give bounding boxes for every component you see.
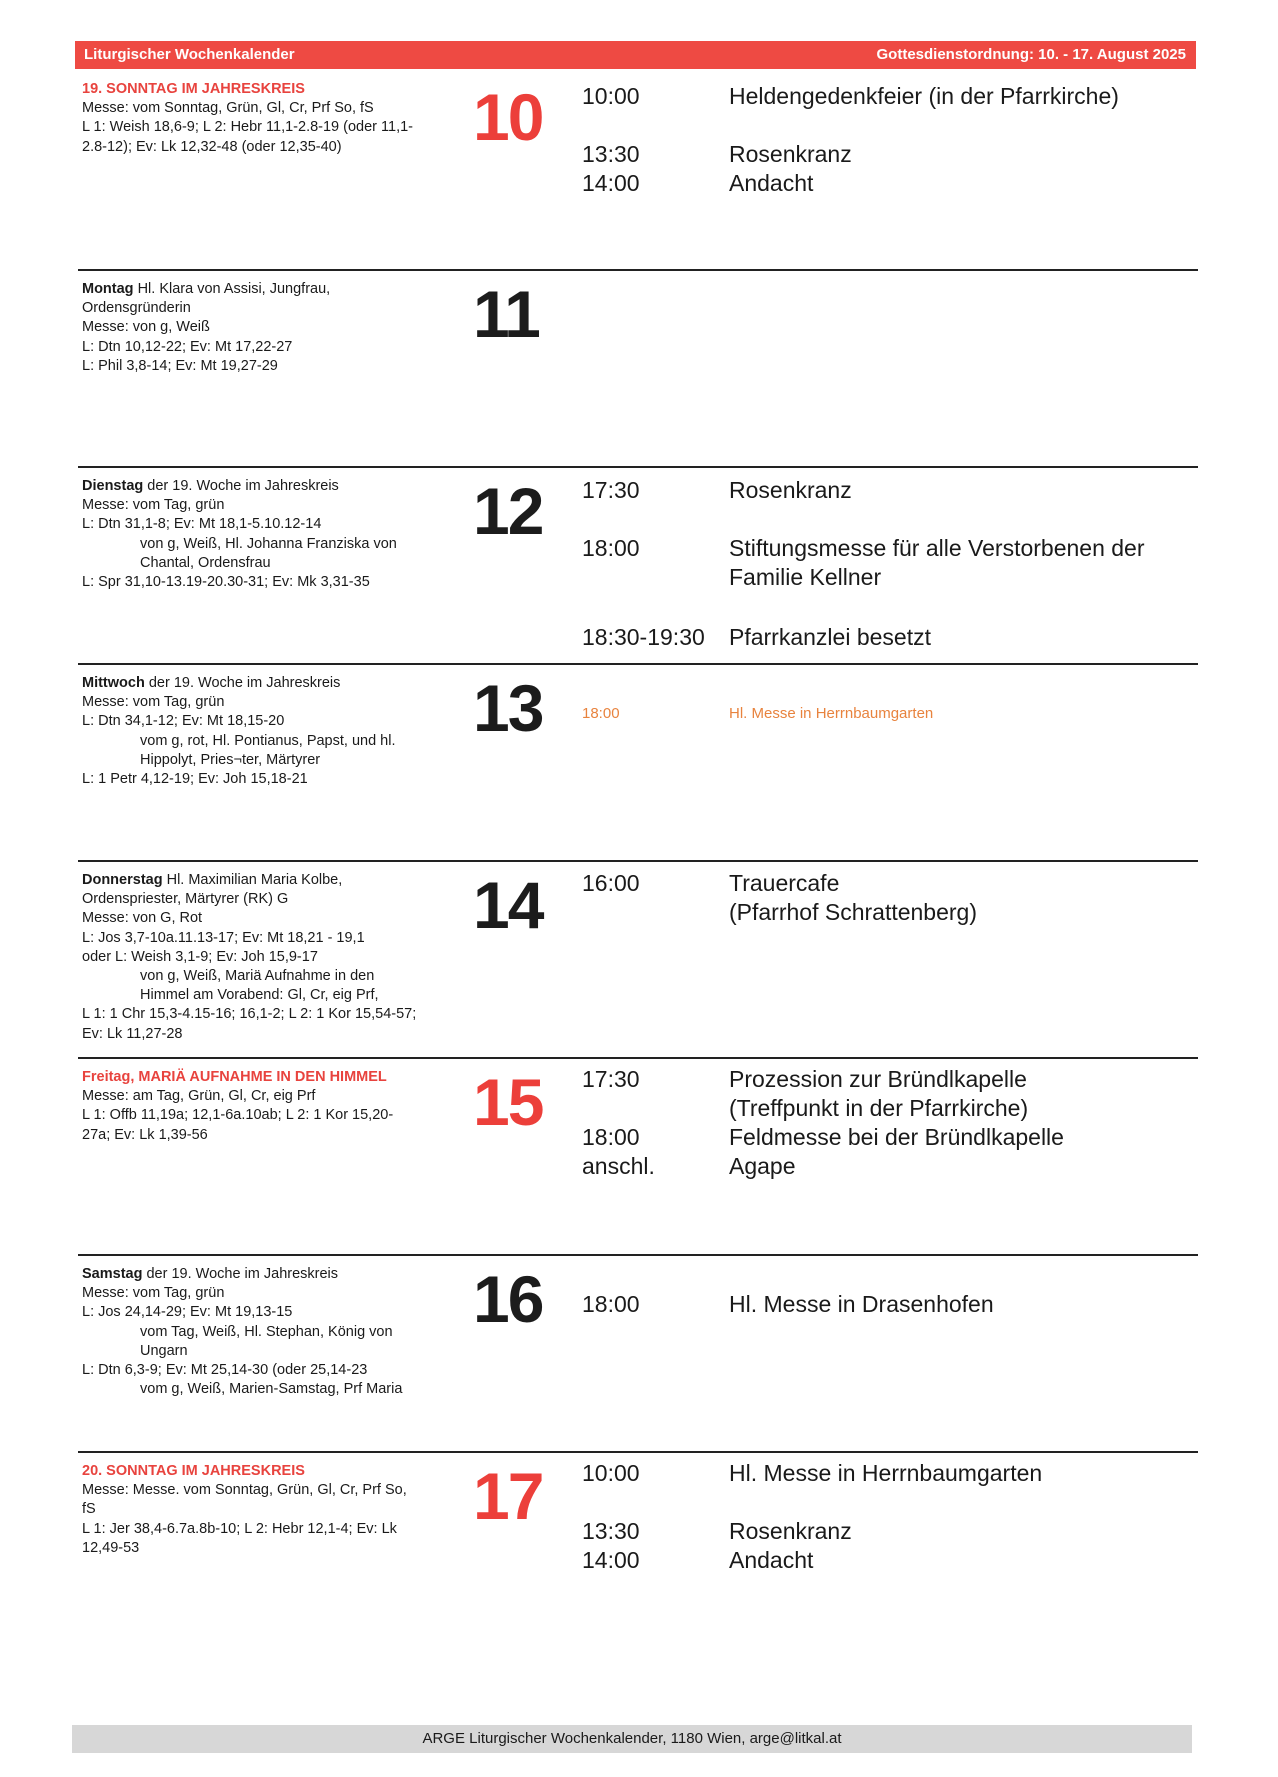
event-desc: Prozession zur Bründlkapelle bbox=[729, 1066, 1027, 1092]
day-number: 16 bbox=[473, 1262, 543, 1336]
event-desc: Pfarrkanzlei besetzt bbox=[729, 624, 931, 650]
liturgy-info bbox=[82, 1462, 482, 1558]
event-desc: Hl. Messe in Herrnbaumgarten bbox=[729, 705, 934, 722]
liturgy-info bbox=[82, 1265, 482, 1399]
liturgy-info bbox=[82, 871, 482, 1044]
liturgy-line: L: Phil 3,8-14; Ev: Mt 19,27-29 bbox=[82, 357, 278, 374]
day-divider bbox=[78, 860, 1198, 862]
liturgy-info bbox=[82, 674, 482, 789]
day-title: 19. SONNTAG IM JAHRESKREIS bbox=[82, 81, 305, 97]
event-time: 10:00 bbox=[582, 83, 640, 109]
event-desc: Andacht bbox=[729, 170, 814, 196]
weekday: Samstag bbox=[82, 1266, 143, 1282]
liturgy-line: Chantal, Ordensfrau bbox=[140, 554, 271, 571]
event-time: 14:00 bbox=[582, 170, 640, 196]
day-divider bbox=[78, 1254, 1198, 1256]
day-number: 11 bbox=[473, 277, 539, 351]
liturgy-line: vom Tag, Weiß, Hl. Stephan, König von bbox=[140, 1323, 393, 1340]
event-time: 18:30-19:30 bbox=[582, 624, 705, 650]
weekday: Donnerstag bbox=[82, 872, 163, 888]
day-feast: der 19. Woche im Jahreskreis bbox=[142, 1266, 339, 1282]
event-time: 13:30 bbox=[582, 1518, 640, 1544]
liturgy-line: L: 1 Petr 4,12-19; Ev: Joh 15,18-21 bbox=[82, 771, 308, 788]
liturgy-line: Messe: vom Tag, grün bbox=[82, 497, 225, 514]
liturgy-line: Ungarn bbox=[140, 1342, 188, 1359]
liturgy-line: L: Dtn 31,1-8; Ev: Mt 18,1-5.10.12-14 bbox=[82, 516, 322, 533]
event-desc: Trauercafe bbox=[729, 870, 840, 896]
event-time: 16:00 bbox=[582, 870, 640, 896]
event-time: 13:30 bbox=[582, 141, 640, 167]
liturgy-line: L: Spr 31,10-13.19-20.30-31; Ev: Mk 3,31-35 bbox=[82, 574, 370, 591]
day-feast: der 19. Woche im Jahreskreis bbox=[144, 675, 341, 691]
event-desc: Andacht bbox=[729, 1547, 814, 1573]
event-time: 17:30 bbox=[582, 1066, 640, 1092]
event-desc: Stiftungsmesse für alle Verstorbenen der bbox=[729, 535, 1145, 561]
day-number: 17 bbox=[473, 1459, 543, 1533]
event-time: 17:30 bbox=[582, 477, 640, 503]
day-divider bbox=[78, 466, 1198, 468]
liturgy-line: Himmel am Vorabend: Gl, Cr, eig Prf, bbox=[140, 987, 379, 1004]
liturgy-line: L: Dtn 6,3-9; Ev: Mt 25,14-30 (oder 25,14-23 bbox=[82, 1362, 368, 1379]
footer-bar bbox=[72, 1725, 1192, 1753]
liturgy-line: Messe: Messe. vom Sonntag, Grün, Gl, Cr, Prf So, bbox=[82, 1482, 407, 1499]
liturgy-line: 27a; Ev: Lk 1,39-56 bbox=[82, 1126, 208, 1143]
day-number: 14 bbox=[473, 868, 543, 942]
event-desc: Rosenkranz bbox=[729, 141, 852, 167]
event-time: 18:00 bbox=[582, 535, 640, 561]
liturgy-line: Messe: vom Tag, grün bbox=[82, 694, 225, 711]
event-desc: Hl. Messe in Herrnbaumgarten bbox=[729, 1460, 1043, 1486]
day-feast: der 19. Woche im Jahreskreis bbox=[143, 478, 339, 494]
event-desc: Rosenkranz bbox=[729, 477, 852, 503]
day-feast: Hl. Maximilian Maria Kolbe, bbox=[162, 872, 343, 888]
footer-text: ARGE Liturgischer Wochenkalender, 1180 Wien, arge@litkal.at bbox=[422, 1730, 842, 1747]
header-date-range: Gottesdienstordnung: 10. - 17. August 2025 bbox=[876, 46, 1186, 63]
liturgy-line: von g, Weiß, Mariä Aufnahme in den bbox=[140, 968, 375, 985]
day-divider bbox=[78, 663, 1198, 665]
liturgy-line: L: Dtn 10,12-22; Ev: Mt 17,22-27 bbox=[82, 338, 293, 355]
liturgy-line: Messe: vom Sonntag, Grün, Gl, Cr, Prf So, fS bbox=[82, 100, 374, 117]
event-desc: Rosenkranz bbox=[729, 1518, 852, 1544]
day-number: 10 bbox=[473, 80, 543, 154]
event-time: 18:00 bbox=[582, 705, 620, 722]
event-time: anschl. bbox=[582, 1153, 655, 1179]
liturgy-line: Messe: von G, Rot bbox=[82, 910, 203, 927]
liturgy-info bbox=[82, 80, 482, 157]
liturgy-line: L: Jos 24,14-29; Ev: Mt 19,13-15 bbox=[82, 1304, 293, 1321]
day-divider bbox=[78, 1451, 1198, 1453]
weekday: Dienstag bbox=[82, 478, 144, 494]
liturgy-line: Hippolyt, Pries¬ter, Märtyrer bbox=[140, 751, 321, 768]
liturgy-line: L 1: Offb 11,19a; 12,1-6a.10ab; L 2: 1 Kor 15,20- bbox=[82, 1107, 394, 1124]
day-divider bbox=[78, 269, 1198, 271]
day-number: 13 bbox=[473, 671, 543, 745]
header-bar bbox=[75, 41, 1196, 69]
liturgy-line: Messe: von g, Weiß bbox=[82, 319, 210, 336]
event-desc: Agape bbox=[729, 1153, 796, 1179]
event-desc: (Pfarrhof Schrattenberg) bbox=[729, 899, 978, 925]
liturgy-line: 12,49-53 bbox=[82, 1539, 140, 1556]
event-time: 18:00 bbox=[582, 1124, 640, 1150]
event-desc: (Treffpunkt in der Pfarrkirche) bbox=[729, 1095, 1029, 1121]
liturgy-line: 2.8-12); Ev: Lk 12,32-48 (oder 12,35-40) bbox=[82, 138, 342, 155]
liturgy-line: L 1: 1 Chr 15,3-4.15-16; 16,1-2; L 2: 1 Kor 15,54-57; bbox=[82, 1006, 417, 1023]
liturgy-line: L: Dtn 34,1-12; Ev: Mt 18,15-20 bbox=[82, 713, 285, 730]
liturgy-line: vom g, Weiß, Marien-Samstag, Prf Maria bbox=[140, 1381, 403, 1398]
event-time: 10:00 bbox=[582, 1460, 640, 1486]
liturgy-line: Messe: vom Tag, grün bbox=[82, 1285, 225, 1302]
event-time: 18:00 bbox=[582, 1291, 640, 1317]
liturgy-line: Messe: am Tag, Grün, Gl, Cr, eig Prf bbox=[82, 1088, 316, 1105]
day-feast: Hl. Klara von Assisi, Jungfrau, bbox=[133, 281, 331, 297]
weekday: Mittwoch bbox=[82, 675, 145, 691]
liturgy-info bbox=[82, 477, 482, 592]
event-desc: Familie Kellner bbox=[729, 564, 882, 590]
day-title: Freitag, MARIÄ AUFNAHME IN DEN HIMMEL bbox=[82, 1069, 387, 1085]
liturgy-line: L: Jos 3,7-10a.11.13-17; Ev: Mt 18,21 - 19,1 bbox=[82, 929, 365, 946]
event-desc: Feldmesse bei der Bründlkapelle bbox=[729, 1124, 1064, 1150]
liturgy-info bbox=[82, 1068, 482, 1145]
liturgy-line: Ordenspriester, Märtyrer (RK) G bbox=[82, 891, 289, 908]
event-desc: Heldengedenkfeier (in der Pfarrkirche) bbox=[729, 83, 1119, 109]
event-desc: Hl. Messe in Drasenhofen bbox=[729, 1291, 994, 1317]
day-number: 15 bbox=[473, 1065, 543, 1139]
day-divider bbox=[78, 1057, 1198, 1059]
weekday: Montag bbox=[82, 281, 134, 297]
liturgy-line: fS bbox=[82, 1501, 96, 1518]
liturgy-line: vom g, rot, Hl. Pontianus, Papst, und hl. bbox=[140, 732, 396, 749]
day-title: 20. SONNTAG IM JAHRESKREIS bbox=[82, 1463, 305, 1479]
header-title: Liturgischer Wochenkalender bbox=[84, 46, 295, 63]
liturgy-line: von g, Weiß, Hl. Johanna Franziska von bbox=[140, 535, 397, 552]
liturgy-line: Ordensgründerin bbox=[82, 300, 191, 317]
day-number: 12 bbox=[473, 474, 543, 548]
liturgy-info bbox=[82, 280, 482, 376]
liturgy-line: Ev: Lk 11,27-28 bbox=[82, 1025, 183, 1042]
liturgy-line: oder L: Weish 3,1-9; Ev: Joh 15,9-17 bbox=[82, 948, 318, 965]
liturgy-line: L 1: Weish 18,6-9; L 2: Hebr 11,1-2.8-19 (oder 11,1- bbox=[82, 119, 414, 136]
event-time: 14:00 bbox=[582, 1547, 640, 1573]
liturgy-line: L 1: Jer 38,4-6.7a.8b-10; L 2: Hebr 12,1-4; Ev: Lk bbox=[82, 1520, 397, 1537]
